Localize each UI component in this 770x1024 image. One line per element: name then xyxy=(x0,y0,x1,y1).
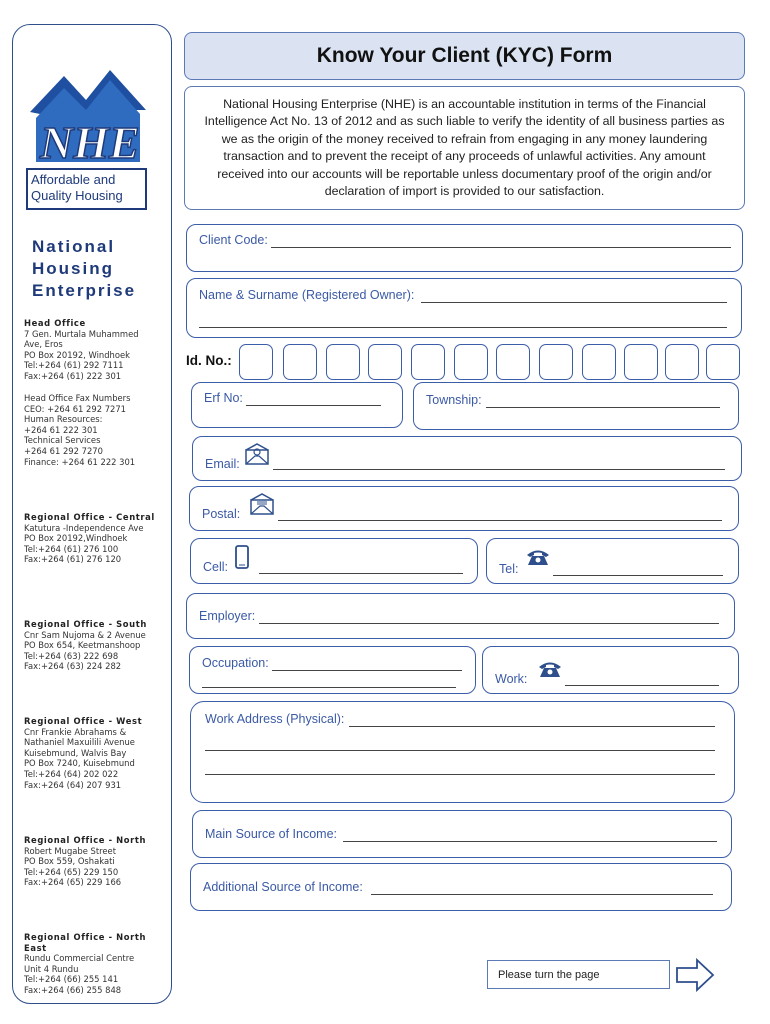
office-title: Regional Office - Central xyxy=(24,512,155,522)
additional-income-label: Additional Source of Income: xyxy=(203,880,363,894)
email-field[interactable] xyxy=(192,436,742,481)
work-address-line-2[interactable] xyxy=(205,750,715,751)
id-digit-box[interactable] xyxy=(665,344,699,380)
id-digit-box[interactable] xyxy=(582,344,616,380)
office-line: PO Box 20192, Windhoek xyxy=(24,349,130,360)
client-code-line[interactable] xyxy=(271,247,731,248)
work-line[interactable] xyxy=(565,685,719,686)
office-line: CEO: +264 61 292 7271 xyxy=(24,403,127,414)
cell-label: Cell: xyxy=(203,560,229,574)
main-income-line[interactable] xyxy=(343,841,717,842)
office-line: 7 Gen. Murtala Muhammed xyxy=(24,328,139,339)
org-line-3: Enterprise xyxy=(32,281,137,300)
work-label: Work: xyxy=(495,672,528,686)
email-icon xyxy=(245,443,269,465)
office-line: PO Box 20192,Windhoek xyxy=(24,533,128,544)
nhe-logo xyxy=(26,62,148,166)
occupation-line-2[interactable] xyxy=(202,687,456,688)
office-line: Cnr Frankie Abrahams & xyxy=(24,726,127,737)
office-line: Kuisebmund, Walvis Bay xyxy=(24,747,127,758)
township-field[interactable] xyxy=(413,382,739,430)
office-line: Unit 4 Rundu xyxy=(24,963,79,974)
office-line: Tel:+264 (66) 255 141 xyxy=(24,974,119,985)
cell-field[interactable] xyxy=(190,538,478,584)
occupation-label: Occupation: xyxy=(202,656,269,670)
work-address-field[interactable] xyxy=(190,701,735,803)
office-line: Fax:+264 (61) 276 120 xyxy=(24,554,122,565)
main-income-field[interactable] xyxy=(192,810,732,858)
erf-no-field[interactable] xyxy=(191,382,403,428)
tagline-line-1: Affordable and xyxy=(31,172,116,187)
id-digit-box[interactable] xyxy=(239,344,273,380)
work-address-line-1[interactable] xyxy=(349,726,715,727)
occupation-field[interactable] xyxy=(189,646,476,694)
tel-label: Tel: xyxy=(499,562,519,576)
name-line-1[interactable] xyxy=(421,302,727,303)
office-south xyxy=(24,619,170,672)
logo-tagline xyxy=(26,168,147,210)
employer-field[interactable] xyxy=(186,593,735,639)
office-line: Fax:+264 (61) 222 301 xyxy=(24,370,122,381)
office-line: Finance: +264 61 222 301 xyxy=(24,456,136,467)
office-line: +264 61 222 301 xyxy=(24,424,98,435)
office-west xyxy=(24,716,170,790)
work-address-line-3[interactable] xyxy=(205,774,715,775)
office-line: +264 61 292 7270 xyxy=(24,445,103,456)
erf-no-label: Erf No: xyxy=(204,391,243,405)
office-line: Fax:+264 (65) 229 166 xyxy=(24,877,122,888)
name-line-2[interactable] xyxy=(199,327,727,328)
intro-paragraph: National Housing Enterprise (NHE) is an accountable institution in terms of the Financial Intelligence Act No. 13 of 2012 and as such liable to verify the identity of all business parties as we as the origin of the money received to refrain from engaging in any money laundering transaction and to prevent the receipt of any proceeds of unlawful activities. Any amount received into our accounts will be reportable unless documentary proof of the origin and/or declaration of import is provided to our satisfaction. xyxy=(184,86,745,210)
office-line: Fax:+264 (63) 224 282 xyxy=(24,661,122,672)
email-line[interactable] xyxy=(273,469,725,470)
employer-label: Employer: xyxy=(199,609,256,623)
work-address-label: Work Address (Physical): xyxy=(205,712,345,726)
office-line: Tel:+264 (65) 229 150 xyxy=(24,866,119,877)
additional-income-field[interactable] xyxy=(190,863,732,911)
office-line: Human Resources: xyxy=(24,414,103,425)
office-line: Robert Mugabe Street xyxy=(24,845,116,856)
id-digit-box[interactable] xyxy=(454,344,488,380)
office-title: Regional Office - North East xyxy=(24,932,147,953)
office-line: PO Box 654, Keetmanshoop xyxy=(24,640,141,651)
postal-envelope-icon xyxy=(250,493,274,515)
postal-field[interactable] xyxy=(189,486,739,531)
office-line: Tel:+264 (64) 202 022 xyxy=(24,768,119,779)
email-label: Email: xyxy=(205,457,240,471)
id-digit-box[interactable] xyxy=(283,344,317,380)
tagline-line-2: Quality Housing xyxy=(31,188,123,203)
office-line: Head Office Fax Numbers xyxy=(24,393,131,403)
office-line: PO Box 559, Oshakati xyxy=(24,856,115,867)
occupation-line-1[interactable] xyxy=(272,670,462,671)
name-surname-field[interactable] xyxy=(186,278,742,338)
office-line: Fax:+264 (66) 255 848 xyxy=(24,984,122,995)
arrow-right-icon xyxy=(675,958,715,992)
office-title: Regional Office - South xyxy=(24,619,147,629)
township-line[interactable] xyxy=(486,407,720,408)
work-phone-field[interactable] xyxy=(482,646,739,694)
office-line: Tel:+264 (61) 276 100 xyxy=(24,543,119,554)
org-line-1: National xyxy=(32,237,116,256)
office-title: Regional Office - West xyxy=(24,716,143,726)
tel-line[interactable] xyxy=(553,575,723,576)
telephone-icon xyxy=(525,548,551,566)
form-title: Know Your Client (KYC) Form xyxy=(184,32,745,80)
id-digit-box[interactable] xyxy=(368,344,402,380)
office-central xyxy=(24,512,170,565)
org-name xyxy=(32,236,167,302)
office-title: Head Office xyxy=(24,318,86,328)
main-income-label: Main Source of Income: xyxy=(205,827,338,841)
office-head xyxy=(24,318,170,382)
township-label: Township: xyxy=(426,393,482,407)
office-fax-numbers xyxy=(24,393,170,467)
name-surname-label: Name & Surname (Registered Owner): xyxy=(199,288,415,302)
office-north-east xyxy=(24,932,170,996)
id-digit-box[interactable] xyxy=(411,344,445,380)
postal-line[interactable] xyxy=(278,520,722,521)
mobile-phone-icon xyxy=(235,545,249,569)
work-telephone-icon xyxy=(537,660,563,678)
office-line: Katutura -Independence Ave xyxy=(24,522,144,533)
client-code-label: Client Code: xyxy=(199,233,268,247)
office-line: Cnr Sam Nujoma & 2 Avenue xyxy=(24,629,146,640)
office-line: Rundu Commercial Centre xyxy=(24,953,135,964)
postal-label: Postal: xyxy=(202,507,241,521)
office-line: Nathaniel Maxuilili Avenue xyxy=(24,737,135,748)
id-digit-box[interactable] xyxy=(326,344,360,380)
logo-letters: NHE xyxy=(40,117,140,166)
office-north xyxy=(24,835,170,888)
office-line: Technical Services xyxy=(24,435,101,446)
turn-page-note: Please turn the page xyxy=(487,960,670,989)
office-line: Tel:+264 (63) 222 698 xyxy=(24,650,119,661)
id-digit-box[interactable] xyxy=(624,344,658,380)
office-line: Fax:+264 (64) 207 931 xyxy=(24,779,122,790)
office-line: Tel:+264 (61) 292 7111 xyxy=(24,360,124,371)
id-no-label: Id. No.: xyxy=(186,353,232,368)
id-digit-box[interactable] xyxy=(496,344,530,380)
additional-income-line[interactable] xyxy=(371,894,713,895)
office-title: Regional Office - North xyxy=(24,835,147,845)
employer-line[interactable] xyxy=(259,623,719,624)
tel-field[interactable] xyxy=(486,538,739,584)
org-line-2: Housing xyxy=(32,259,114,278)
cell-line[interactable] xyxy=(259,573,463,574)
office-line: PO Box 7240, Kuisebmund xyxy=(24,758,135,769)
id-digit-box[interactable] xyxy=(706,344,740,380)
erf-no-line[interactable] xyxy=(246,405,381,406)
office-line: Ave, Eros xyxy=(24,339,63,350)
client-code-field[interactable] xyxy=(186,224,743,272)
id-digit-box[interactable] xyxy=(539,344,573,380)
